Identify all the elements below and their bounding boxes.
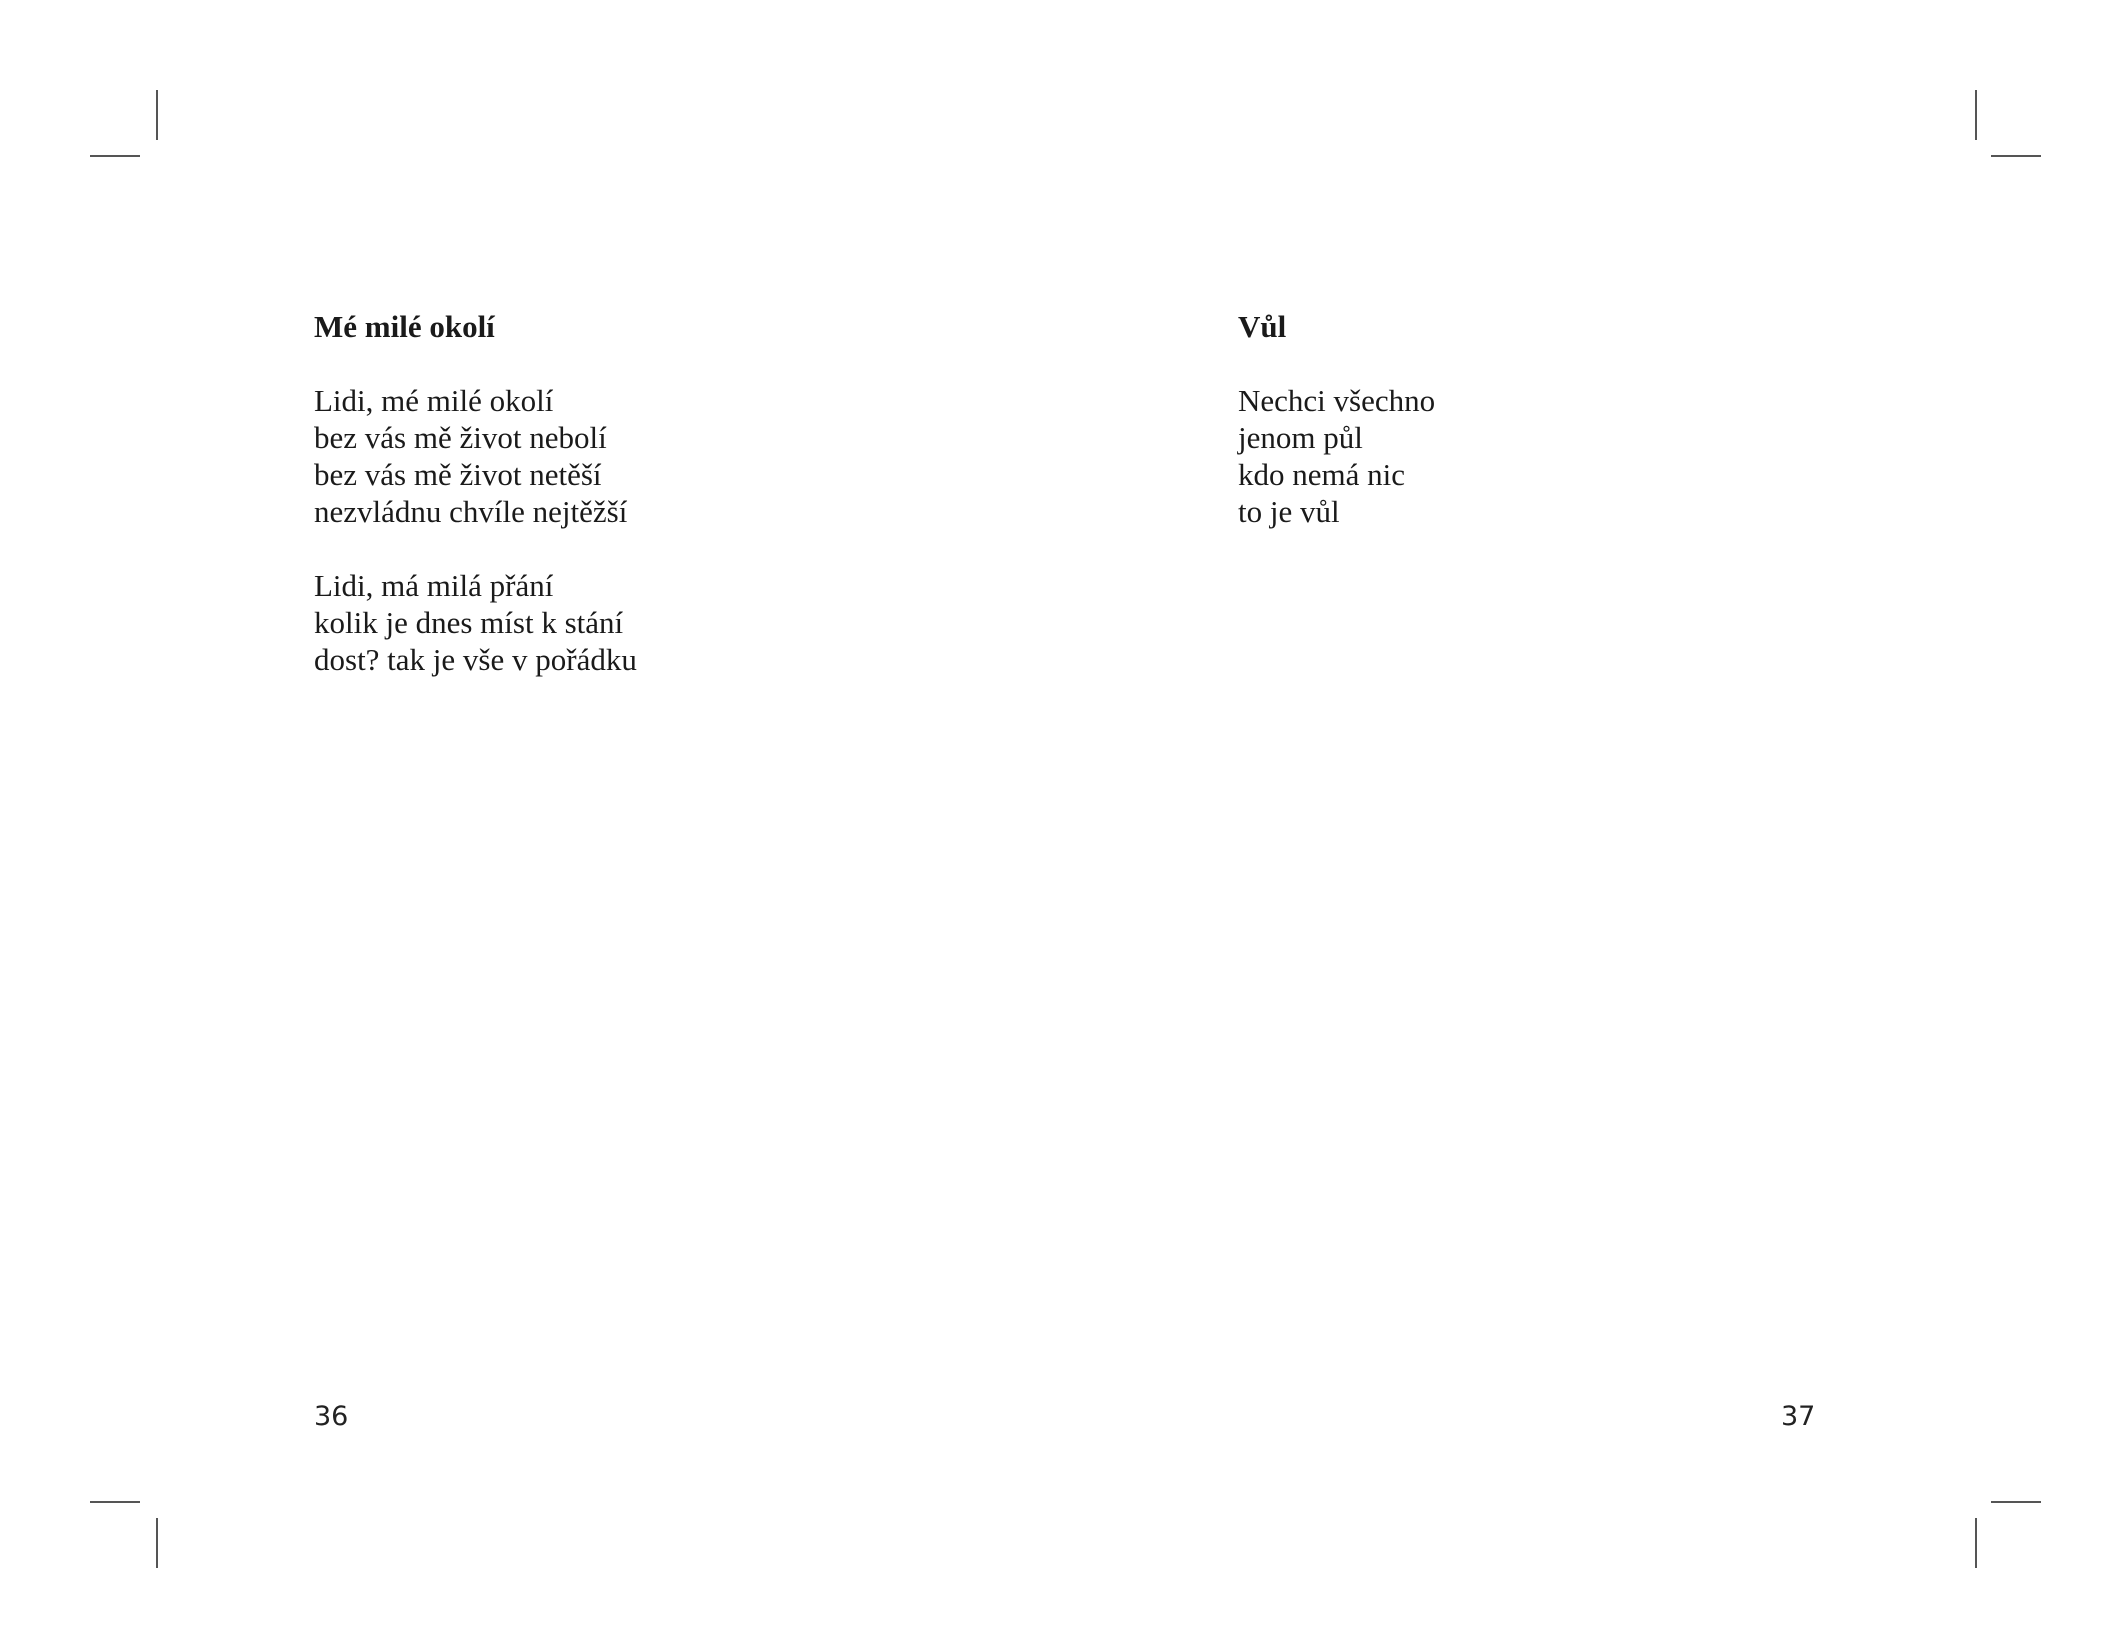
poem-line: Lidi, má milá přání	[314, 568, 554, 603]
poem-line: to je vůl	[1238, 494, 1340, 529]
poem-title: Mé milé okolí	[314, 309, 495, 344]
left-page	[314, 0, 1014, 1650]
poem-stanza	[1238, 382, 1435, 530]
right-page	[1238, 0, 1818, 1650]
crop-mark-top-left-horizontal	[90, 155, 140, 157]
poem-title: Vůl	[1238, 309, 1287, 344]
crop-mark-bottom-right-horizontal	[1991, 1501, 2041, 1503]
poem-line: jenom půl	[1238, 420, 1363, 455]
crop-mark-bottom-left-vertical	[156, 1518, 158, 1568]
poem-stanza	[314, 382, 627, 530]
crop-mark-top-right-horizontal	[1991, 155, 2041, 157]
crop-mark-top-right-vertical	[1975, 90, 1977, 140]
poem-line: Lidi, mé milé okolí	[314, 383, 554, 418]
crop-mark-bottom-right-vertical	[1975, 1518, 1977, 1568]
poem-stanza	[314, 567, 637, 678]
poem-line: nezvládnu chvíle nejtěžší	[314, 494, 628, 529]
poem-line: dost? tak je vše v pořádku	[314, 642, 637, 677]
poem-line: bez vás mě život nebolí	[314, 420, 607, 455]
page-number: 37	[1781, 1401, 1816, 1432]
poem-line: kdo nemá nic	[1238, 457, 1406, 492]
page-number: 36	[314, 1401, 349, 1432]
poem-line: Nechci všechno	[1238, 383, 1436, 418]
poem-line: bez vás mě život netěší	[314, 457, 602, 492]
poem-line: kolik je dnes míst k stání	[314, 605, 624, 640]
crop-mark-top-left-vertical	[156, 90, 158, 140]
crop-mark-bottom-left-horizontal	[90, 1501, 140, 1503]
